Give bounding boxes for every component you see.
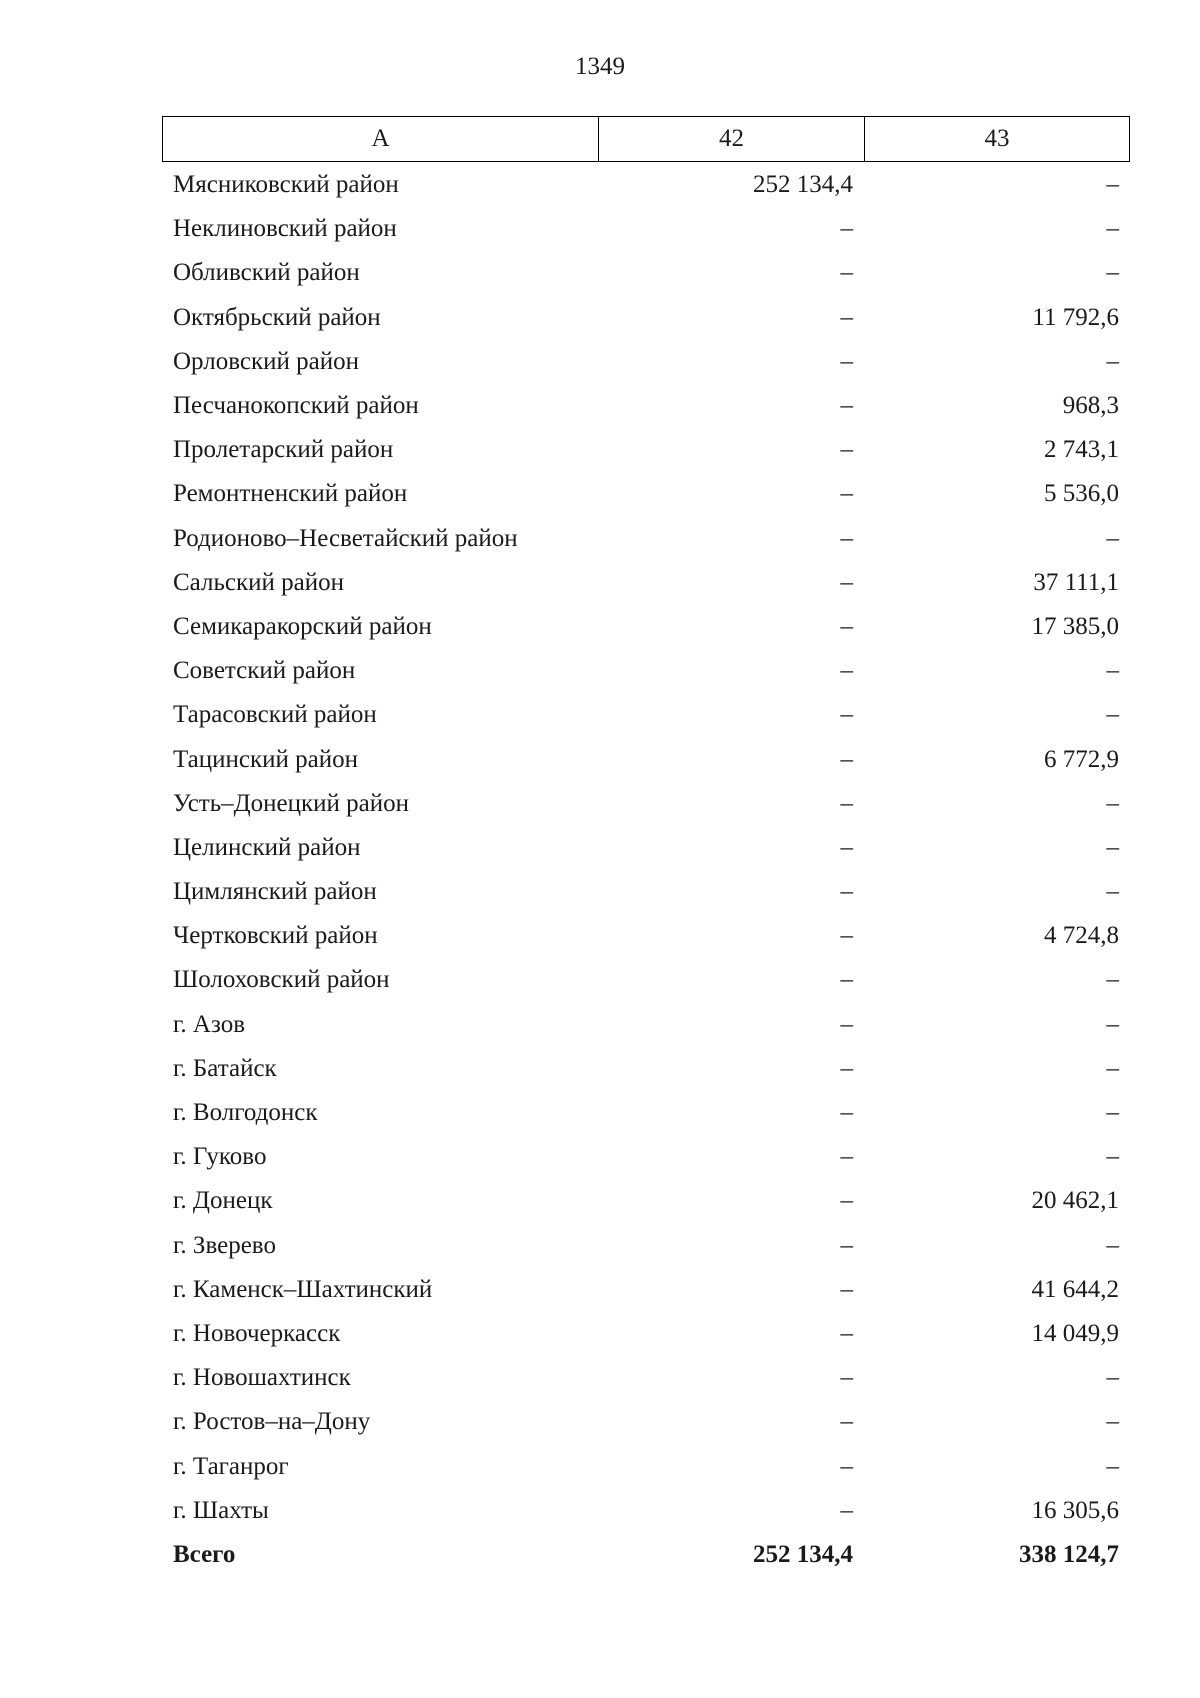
row-name-cell: Пролетарский район: [173, 436, 394, 464]
row-value-43: 5 536,0: [1044, 480, 1119, 508]
row-value-42: –: [840, 1364, 853, 1392]
row-name-cell: Шолоховский район: [173, 966, 390, 994]
row-name-cell: г. Батайск: [173, 1054, 277, 1082]
row-name-cell: Неклиновский район: [173, 215, 397, 243]
row-value-42: –: [840, 392, 853, 420]
table-total-row: [162, 1533, 1130, 1577]
row-value-43: 11 792,6: [1032, 303, 1119, 331]
table-row: [162, 737, 1130, 781]
row-value-42: –: [840, 966, 853, 994]
table-row: [162, 693, 1130, 737]
header-cell-42: 42: [599, 117, 865, 161]
row-value-43: 4 724,8: [1044, 922, 1119, 950]
row-value-43: –: [1106, 1010, 1119, 1038]
row-value-43: –: [1106, 347, 1119, 375]
row-value-43: 20 462,1: [1031, 1187, 1119, 1215]
row-value-42: –: [840, 303, 853, 331]
table-row: [162, 1268, 1130, 1312]
row-value-43: –: [1106, 966, 1119, 994]
row-value-43: –: [1106, 1231, 1119, 1259]
row-value-43: –: [1106, 657, 1119, 685]
row-value-42: 252 134,4: [753, 171, 853, 199]
row-value-43: –: [1106, 789, 1119, 817]
header-cell-a: А: [163, 117, 599, 161]
row-value-42: –: [840, 1275, 853, 1303]
row-name-cell: Советский район: [173, 657, 356, 685]
row-name-cell: Мясниковский район: [173, 171, 399, 199]
row-value-43: 17 385,0: [1031, 612, 1119, 640]
table-row: [162, 605, 1130, 649]
row-value-43: 6 772,9: [1044, 745, 1119, 773]
table-row: [162, 561, 1130, 605]
row-name-cell: Ремонтненский район: [173, 480, 408, 508]
table-row: [162, 1091, 1130, 1135]
row-value-43: –: [1106, 1143, 1119, 1171]
row-value-42: 252 134,4: [753, 1540, 853, 1568]
row-name-cell: Целинский район: [173, 833, 361, 861]
row-value-43: 41 644,2: [1031, 1275, 1119, 1303]
row-name-cell: г. Каменск–Шахтинский: [173, 1275, 433, 1303]
row-value-42: –: [840, 1452, 853, 1480]
row-name-cell: Усть–Донецкий район: [173, 789, 410, 817]
row-name-cell: г. Гуково: [173, 1143, 267, 1171]
row-name-cell: г. Зверево: [173, 1231, 276, 1259]
row-value-42: –: [840, 1231, 853, 1259]
row-value-42: –: [840, 1099, 853, 1127]
row-name-cell: г. Шахты: [173, 1496, 269, 1524]
row-value-43: –: [1106, 524, 1119, 552]
table-row: [162, 958, 1130, 1002]
row-value-43: –: [1106, 171, 1119, 199]
row-value-43: 338 124,7: [1019, 1540, 1119, 1568]
row-value-43: –: [1106, 1054, 1119, 1082]
row-name-cell: Тацинский район: [173, 745, 358, 773]
table-header: [162, 116, 1130, 162]
table-row: [162, 163, 1130, 207]
table-row: [162, 1356, 1130, 1400]
row-value-42: –: [840, 745, 853, 773]
row-value-43: 968,3: [1062, 392, 1119, 420]
row-name-cell: г. Донецк: [173, 1187, 273, 1215]
row-name-cell: Песчанокопский район: [173, 392, 419, 420]
row-name-cell: Чертковский район: [173, 922, 378, 950]
row-value-42: –: [840, 480, 853, 508]
row-value-42: –: [840, 524, 853, 552]
row-value-43: –: [1106, 833, 1119, 861]
row-value-42: –: [840, 259, 853, 287]
table-row: [162, 649, 1130, 693]
table-row: [162, 1312, 1130, 1356]
table-row: [162, 384, 1130, 428]
table-row: [162, 340, 1130, 384]
row-value-42: –: [840, 1054, 853, 1082]
row-name-cell: Тарасовский район: [173, 701, 377, 729]
row-value-42: –: [840, 1408, 853, 1436]
row-value-42: –: [840, 215, 853, 243]
row-name-cell: Всего: [173, 1540, 236, 1568]
table-row: [162, 251, 1130, 295]
table-row: [162, 1003, 1130, 1047]
row-name-cell: г. Волгодонск: [173, 1099, 318, 1127]
row-value-42: –: [840, 789, 853, 817]
row-value-43: 16 305,6: [1031, 1496, 1119, 1524]
row-value-42: –: [840, 1010, 853, 1038]
row-value-42: –: [840, 347, 853, 375]
table-row: [162, 428, 1130, 472]
row-name-cell: Родионово–Несветайский район: [173, 524, 518, 552]
row-value-43: 14 049,9: [1031, 1319, 1119, 1347]
row-value-43: –: [1106, 1364, 1119, 1392]
row-value-43: 37 111,1: [1033, 568, 1119, 596]
table-row: [162, 870, 1130, 914]
row-value-42: –: [840, 701, 853, 729]
row-name-cell: Орловский район: [173, 347, 359, 375]
table-row: [162, 1224, 1130, 1268]
row-value-42: –: [840, 612, 853, 640]
row-value-43: –: [1106, 215, 1119, 243]
row-value-42: –: [840, 1496, 853, 1524]
row-value-42: –: [840, 1187, 853, 1215]
table-row: [162, 1444, 1130, 1488]
row-value-42: –: [840, 568, 853, 596]
row-value-43: 2 743,1: [1044, 436, 1119, 464]
data-table: [162, 116, 1130, 1577]
row-value-43: –: [1106, 1408, 1119, 1436]
page-number: 1349: [575, 53, 625, 80]
row-value-43: –: [1106, 878, 1119, 906]
table-row: [162, 207, 1130, 251]
row-name-cell: Сальский район: [173, 568, 344, 596]
table-row: [162, 1135, 1130, 1179]
row-name-cell: г. Новочеркасск: [173, 1319, 341, 1347]
row-name-cell: Цимлянский район: [173, 878, 377, 906]
table-row: [162, 826, 1130, 870]
row-name-cell: Обливский район: [173, 259, 360, 287]
row-name-cell: Семикаракорский район: [173, 612, 432, 640]
row-name-cell: г. Таганрог: [173, 1452, 289, 1480]
row-value-42: –: [840, 878, 853, 906]
table-row: [162, 782, 1130, 826]
row-name-cell: г. Ростов–на–Дону: [173, 1408, 371, 1436]
row-name-cell: г. Новошахтинск: [173, 1364, 351, 1392]
row-name-cell: Октябрьский район: [173, 303, 381, 331]
table-row: [162, 1047, 1130, 1091]
table-row: [162, 1179, 1130, 1223]
row-value-43: –: [1106, 701, 1119, 729]
row-value-42: –: [840, 833, 853, 861]
row-value-43: –: [1106, 1452, 1119, 1480]
row-value-42: –: [840, 1319, 853, 1347]
row-value-42: –: [840, 1143, 853, 1171]
table-row: [162, 517, 1130, 561]
row-value-43: –: [1106, 1099, 1119, 1127]
row-name-cell: г. Азов: [173, 1010, 246, 1038]
row-value-42: –: [840, 922, 853, 950]
table-row: [162, 472, 1130, 516]
table-row: [162, 914, 1130, 958]
table-row: [162, 1400, 1130, 1444]
table-body: [162, 163, 1130, 1577]
table-row: [162, 1489, 1130, 1533]
row-value-42: –: [840, 657, 853, 685]
row-value-43: –: [1106, 259, 1119, 287]
row-value-42: –: [840, 436, 853, 464]
header-cell-43: 43: [984, 125, 1010, 152]
table-row: [162, 296, 1130, 340]
